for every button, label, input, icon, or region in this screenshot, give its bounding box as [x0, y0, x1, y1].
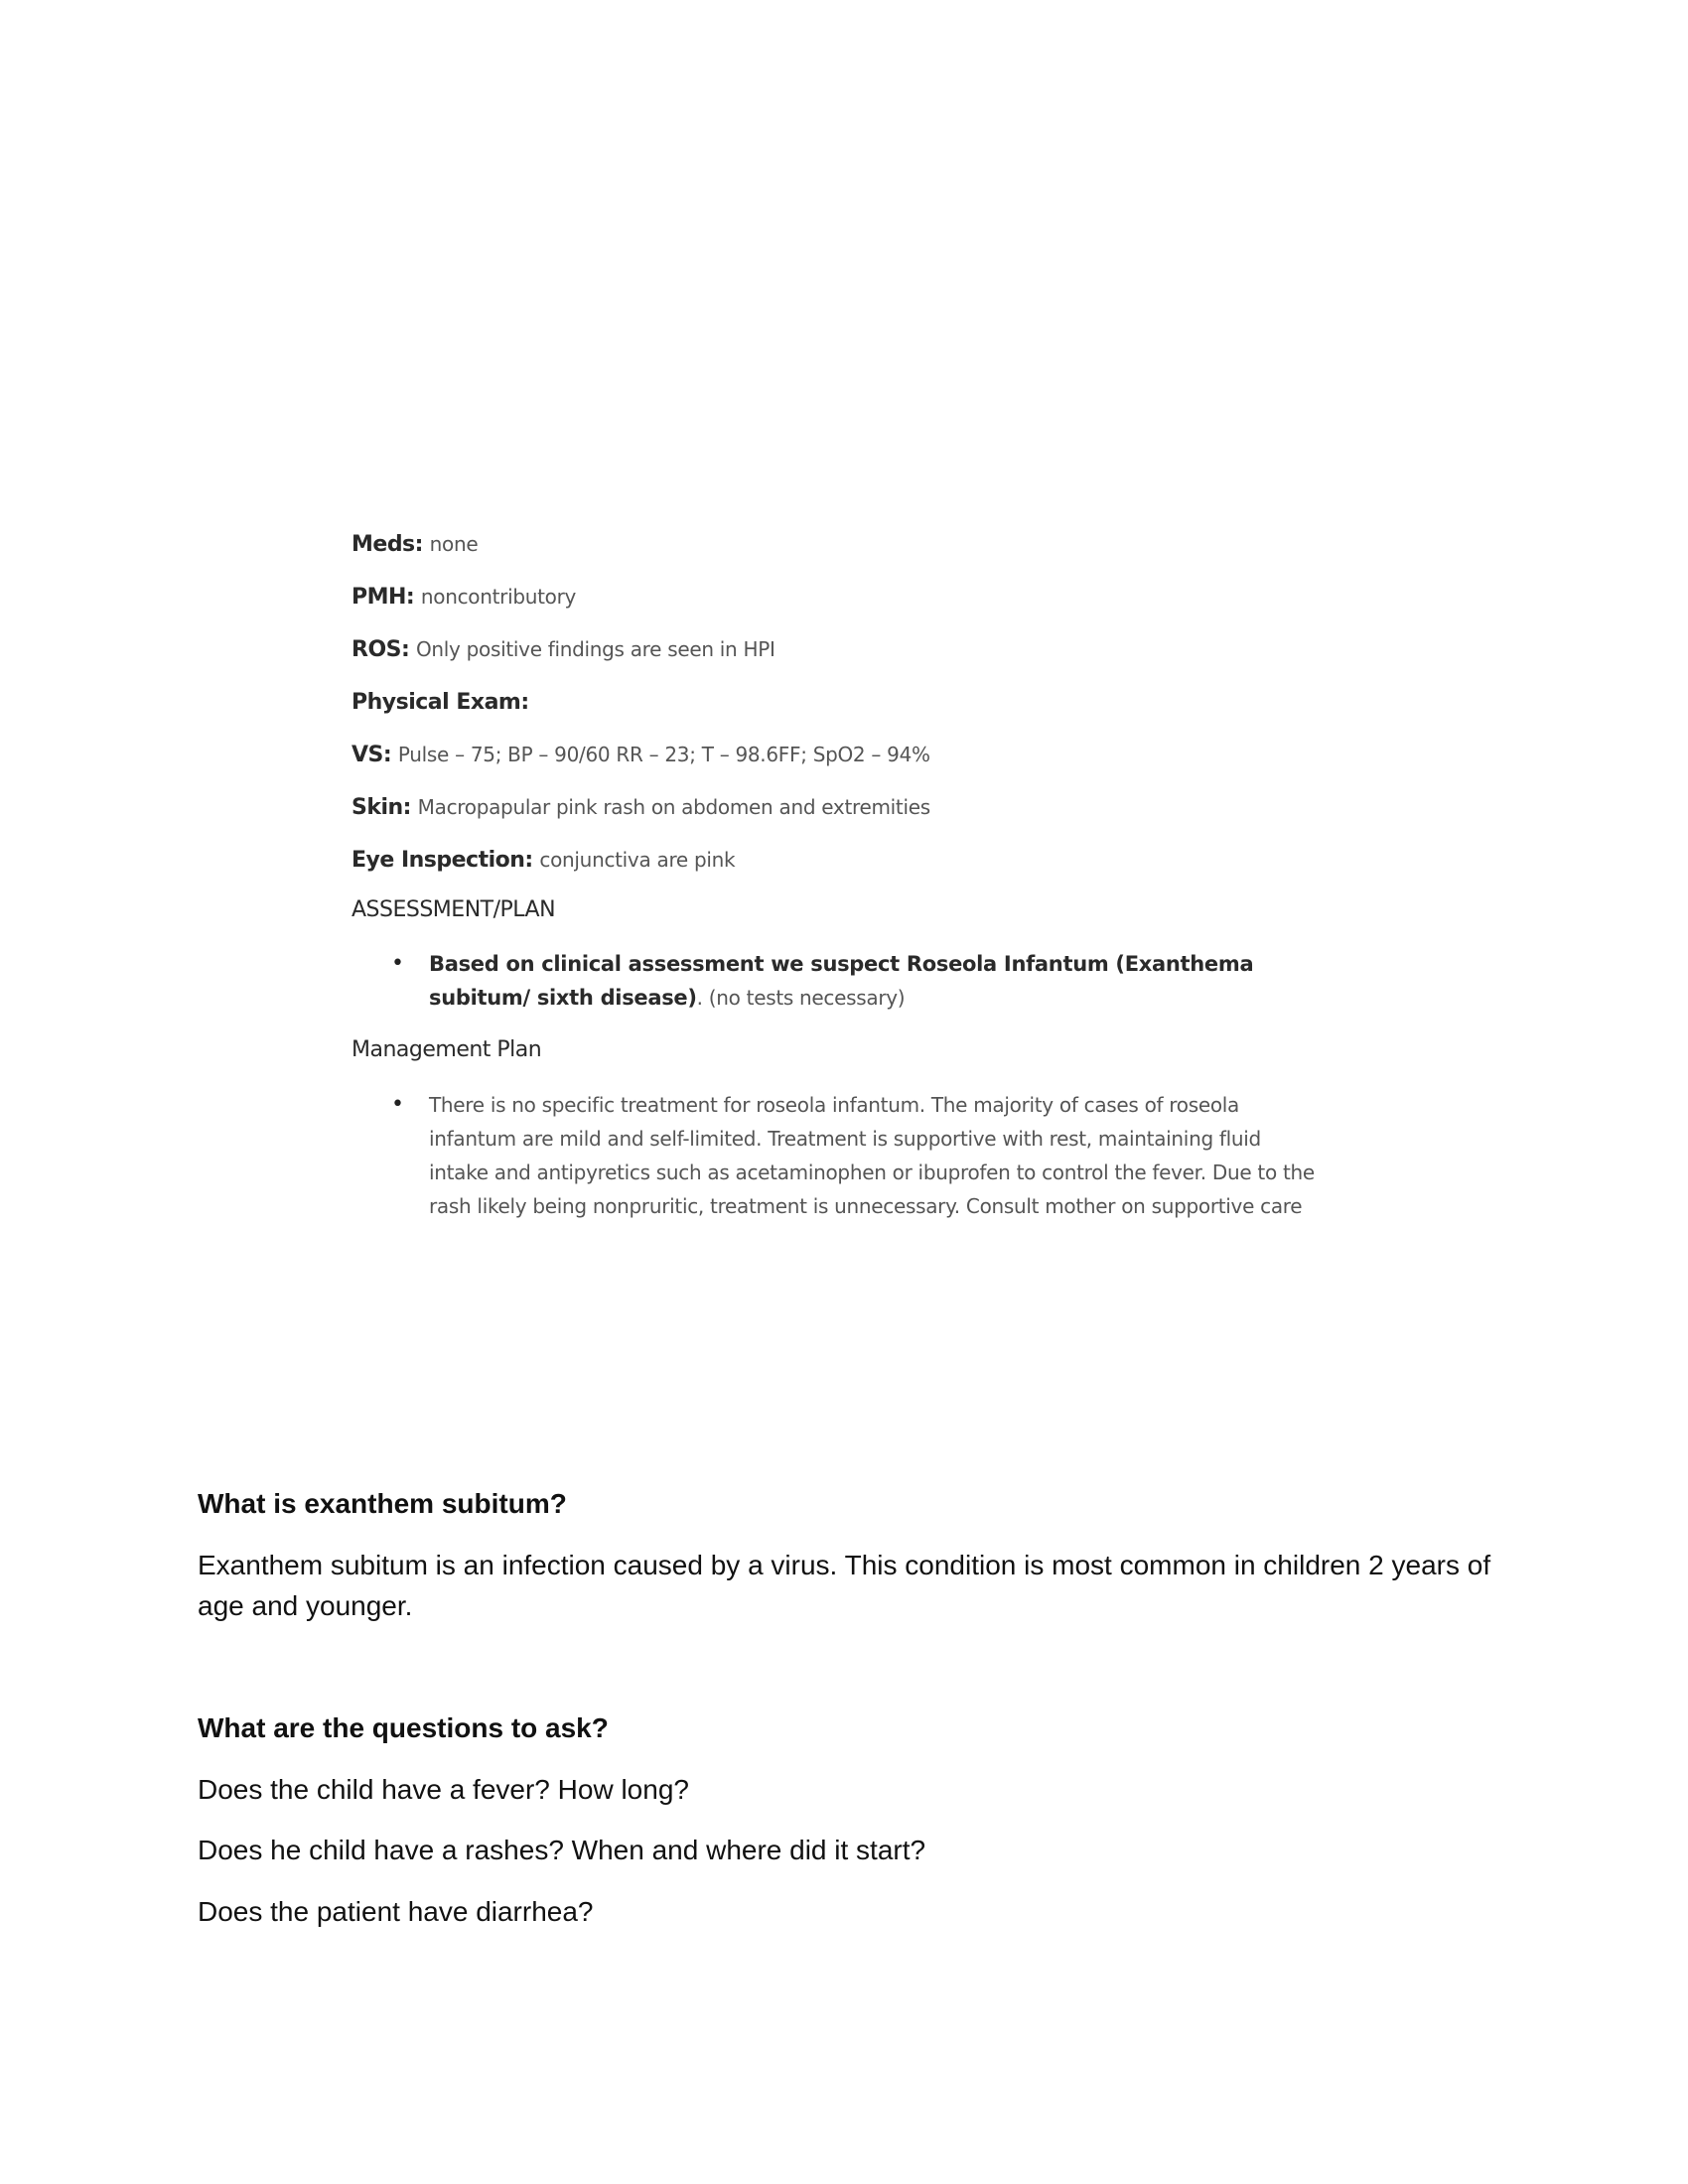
pmh-label: PMH:: [352, 585, 415, 610]
ros-value: Only positive findings are seen in HPI: [415, 637, 775, 661]
meds-value: none: [429, 532, 479, 556]
physical-exam-label: Physical Exam:: [352, 690, 529, 715]
meds-line: [352, 530, 478, 559]
vs-value: Pulse – 75; BP – 90/60 RR – 23; T – 98.6FF; SpO2 – 94%: [397, 743, 930, 766]
assessment-diagnosis: Based on clinical assessment we suspect Roseola Infantum (Exanthema subitum/ sixth disease): [429, 952, 1254, 1010]
management-plan-heading: Management Plan: [352, 1037, 542, 1062]
vital-signs-line: [352, 741, 930, 769]
eye-inspection-label: Eye Inspection:: [352, 848, 533, 873]
meds-label: Meds:: [352, 532, 423, 557]
pmh-value: noncontributory: [420, 585, 577, 609]
management-bullet: [391, 1088, 1325, 1227]
answer-paragraph: Exanthem subitum is an infection caused by a virus. This condition is most common in children 2 years of age and younger.: [198, 1550, 1491, 1621]
physical-exam-line: [352, 688, 529, 717]
bullet-glyph: •: [391, 951, 404, 976]
question-item-fever: Does the child have a fever? How long?: [198, 1774, 689, 1805]
question-heading-what-is: What is exanthem subitum?: [198, 1488, 567, 1519]
bullet-glyph: •: [391, 1092, 404, 1117]
ros-line: [352, 635, 775, 664]
vs-label: VS:: [352, 743, 392, 767]
ros-label: ROS:: [352, 637, 410, 662]
eye-inspection-value: conjunctiva are pink: [539, 848, 736, 872]
skin-line: [352, 793, 930, 822]
assessment-note: . (no tests necessary): [696, 986, 906, 1010]
clinical-note-image: [352, 526, 1344, 1241]
question-heading-questions-to-ask: What are the questions to ask?: [198, 1712, 609, 1743]
question-item-rashes: Does he child have a rashes? When and where did it start?: [198, 1835, 926, 1865]
skin-label: Skin:: [352, 795, 411, 820]
assessment-bullet: [391, 947, 1325, 1017]
assessment-plan-heading: ASSESSMENT/PLAN: [352, 897, 556, 922]
eye-inspection-line: [352, 846, 735, 875]
skin-value: Macropapular pink rash on abdomen and extremities: [417, 795, 930, 819]
management-bullet-text: There is no specific treatment for roseola infantum. The majority of cases of roseola infantum are mild and self-limited. Treatment is supportive with rest, maintaining fluid intake and antipyretics such as acetaminophen or ibuprofen to control the fever. Due to the rash likely being nonpruritic, treatment is unnecessary. Consult mother on supportive care: [429, 1093, 1315, 1218]
pmh-line: [352, 583, 576, 612]
question-item-diarrhea: Does the patient have diarrhea?: [198, 1896, 594, 1927]
assessment-bullet-text: [429, 947, 1303, 1015]
